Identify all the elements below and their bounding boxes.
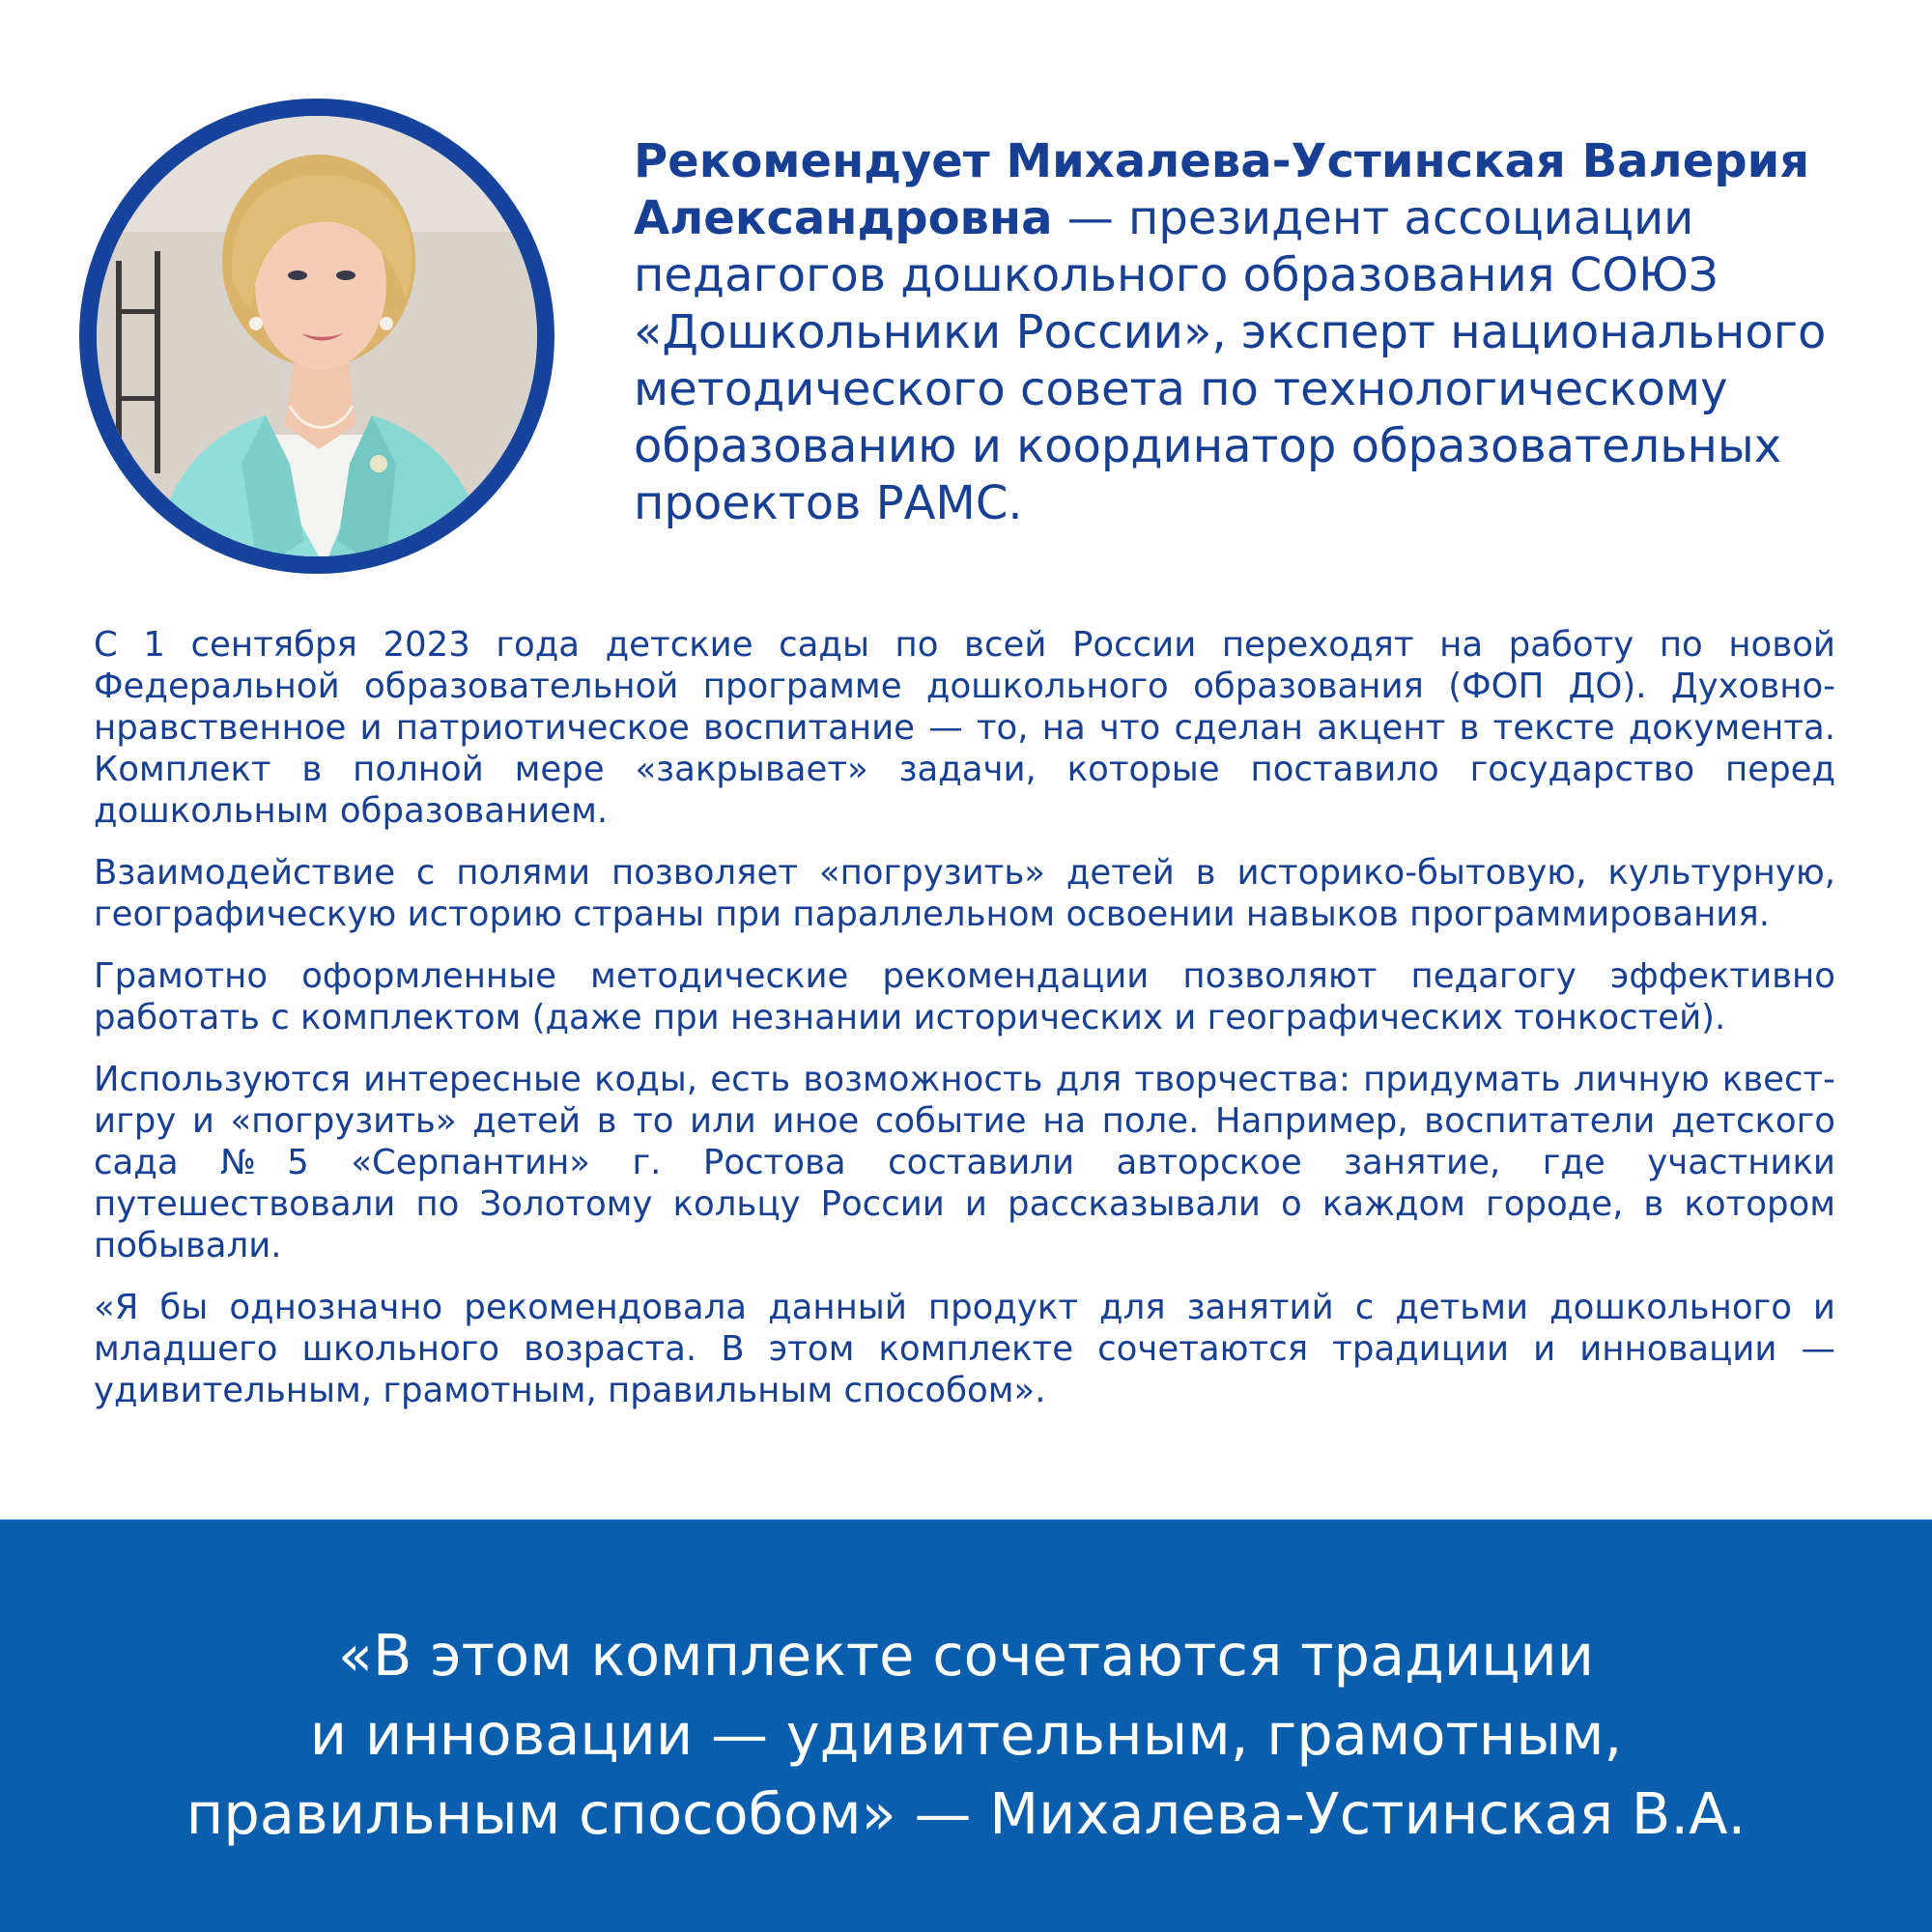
recommender-name: Рекомендует Михалева-Устинская Валерия Александровна [634,134,1810,245]
banner-quote-line-3: правильным способом» — Михалева-Устинская В.А. [185,1780,1747,1847]
review-body [94,624,1835,1432]
paragraph-1: С 1 сентября 2023 года детские сады по всей России переходят на работу по новой Федеральной образовательной программе дошкольного образования (ФОП ДО). Духовно-нравственное и патриотическое воспитание — то, на что сделан акцент в тексте документа. Комплект в полной мере «закрывает» задачи, которые поставило государство перед дошкольным образованием. [94,625,1835,831]
recommender-description: — президент ассоциации педагогов дошкольного образования СОЮЗ «Дошкольники России», эксперт национального методического совета по технологическому образованию и координатор образовательных проектов РАМС. [634,191,1827,530]
banner-quote [58,1616,1874,1854]
quote-banner [0,1520,1932,1932]
banner-quote-line-1: «В этом комплекте сочетаются традиции [337,1622,1595,1689]
portrait-photo [97,116,537,556]
intro-text [634,133,1880,532]
paragraph-2: Взаимодействие с полями позволяет «погрузить» детей в историко-бытовую, культурную, географическую историю страны при параллельном освоении навыков программирования. [94,853,1835,934]
banner-quote-line-2: и инновации — удивительным, грамотным, [309,1701,1623,1768]
paragraph-5: «Я бы однозначно рекомендовала данный продукт для занятий с детьми дошкольного и младшего школьного возраста. В этом комплекте сочетаются традиции и инновации — удивительным, грамотным, правильным способом». [94,1288,1835,1410]
paragraph-4: Используются интересные коды, есть возможность для творчества: придумать личную квест-игру и «погрузить» детей в то или иное событие на поле. Например, воспитатели детского сада №5 «Серпантин» г. Ростова составили авторское занятие, где участники путешествовали по Золотому кольцу России и рассказывали о каждом городе, в котором побывали. [94,1060,1835,1265]
paragraph-3: Грамотно оформленные методические рекомендации позволяют педагогу эффективно работать с комплектом (даже при незнании исторических и географических тонкостей). [94,956,1835,1037]
portrait-ring [79,99,554,574]
